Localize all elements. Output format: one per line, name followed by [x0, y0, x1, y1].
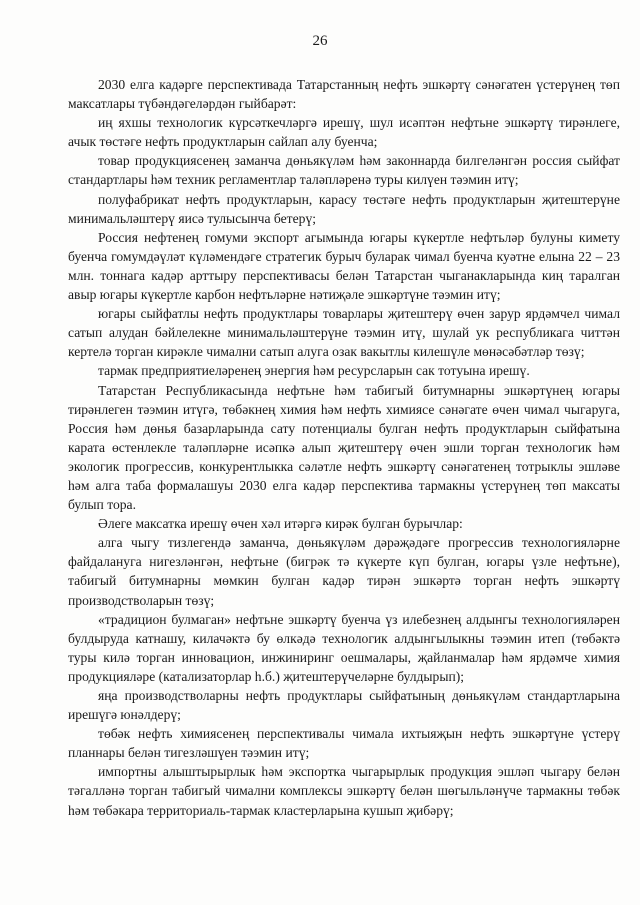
document-body [68, 75, 620, 820]
paragraph: тармак предприятиеләренең энергия һәм ресурсларын сак тотуына ирешү. [98, 363, 530, 379]
paragraph: Россия нефтенең гомуми экспорт агымында югары күкертле нефтьләр булуны кимету буенча гомумдәүләт күләмендәге стратегик бурыч буларак чимал буенча куәтне елына 22 – 23 млн. тоннага кадәр арттыру перспективасы белән Татарстан чыганакларында киң таралган авыр югары күкертле карбон нефтьләрне нәтиҗәле эшкәртүне тәэмин итү; [68, 229, 620, 303]
paragraph: импортны алыштырырлык һәм экспортка чыгарырлык продукция эшләп чыгару белән тәгалләнә торган табигый чимални комплексы эшкәртү белән шөгыльләнүче тармакны төбәк һәм төбәкара территориаль-тармак кластерларына кушып җибәрү; [68, 764, 620, 818]
paragraph: товар продукциясенең заманча дөньякүләм һәм законнарда билгеләнгән россия сыйфат стандартлары һәм техник регламентлар таләпләренә туры килүен тәэмин итү; [68, 153, 620, 188]
paragraph: төбәк нефть химиясенең перспективалы чимала ихтыяҗын нефть эшкәртүне үстерү планнары белән тигезләшүен тәэмин итү; [68, 726, 620, 761]
paragraph: Әлеге максатка ирешү өчен хәл итәргә кирәк булган бурычлар: [98, 516, 463, 532]
paragraph: иң яхшы технологик күрсәткечләргә ирешү, шул исәптән нефтьне эшкәртү тирәнлеге, ачык төстәге нефть продуктларын сайлап алу буенча; [68, 115, 620, 150]
paragraph: 2030 елга кадәрге перспективада Татарстанның нефть эшкәртү сәнәгатен үстерүнең төп максатлары түбәндәгеләрдән гыйбарәт: [68, 77, 620, 112]
paragraph: югары сыйфатлы нефть продуктлары товарлары җитештерү өчен зарур ярдәмчел чимал сатып алудан бәйлелекне минимальләштерүне тәэмин итү, шулай ук республикага читтән кертелә торган кирәкле чимални сатып алуга озак вакытлы килешүле мөнәсәбәтләр төзү; [68, 306, 620, 360]
paragraph: полуфабрикат нефть продуктларын, карасу төстәге нефть продуктларын җитештерүне минимальләштерү яисә тулысынча бетерү; [68, 191, 620, 226]
paragraph: яңа производстволарны нефть продуктлары сыйфатының дөньякүләм стандартларына ирешүгә юнәлдерү; [68, 688, 620, 723]
paragraph: «традицион булмаган» нефтьне эшкәртү буенча үз илебезнең алдынгы технологияләрен булдыруда катнашу, килачәктә бу өлкәдә технологик алдынгылыкны тәэмин итеп (төбәктә туры килә торган инновацион, инжиниринг оешмалары, җайланмалар һәм ярдәмче химия продукцияләре (катализаторлар һ.б.) җитештерүчеләрне булдырып); [68, 611, 620, 684]
paragraph: алга чыгу тизлегендә заманча, дөньякүләм дәрәҗәдәге прогрессив технологияләрне файдалануга нигезләнгән, нефтьне (бигрәк тә күкерте күп булган, югары үзле нефтьне), табигый битумнарны мөмкин булган кадәр тирән эшкәртә торган нефть эшкәртү производстволарын төзү; [68, 535, 620, 608]
page-number: 26 [312, 33, 328, 49]
paragraph: Татарстан Республикасында нефтьне һәм табигый битумнарны эшкәртүнең югары тирәнлеген тәэмин итүгә, төбәкнең химия һәм нефть химиясе сәнәгате өчен чимал чыгаруга, Россия һәм дөнья базарларында сату потенциалы булган нефть продуктларын сыйфатына карата өстенлекле таләпләрне исәпкә алып җитештерү өчен эшли торган технологик һәм экологик прогрессив, конкурентлыкка сәләтле нефть эшкәртү сәнәгатенең тотрыклы эшләве һәм алга таба формалашуы 2030 елга кадәр перспектива тармакны үстерүнең төп максаты булып тора. [68, 382, 620, 513]
